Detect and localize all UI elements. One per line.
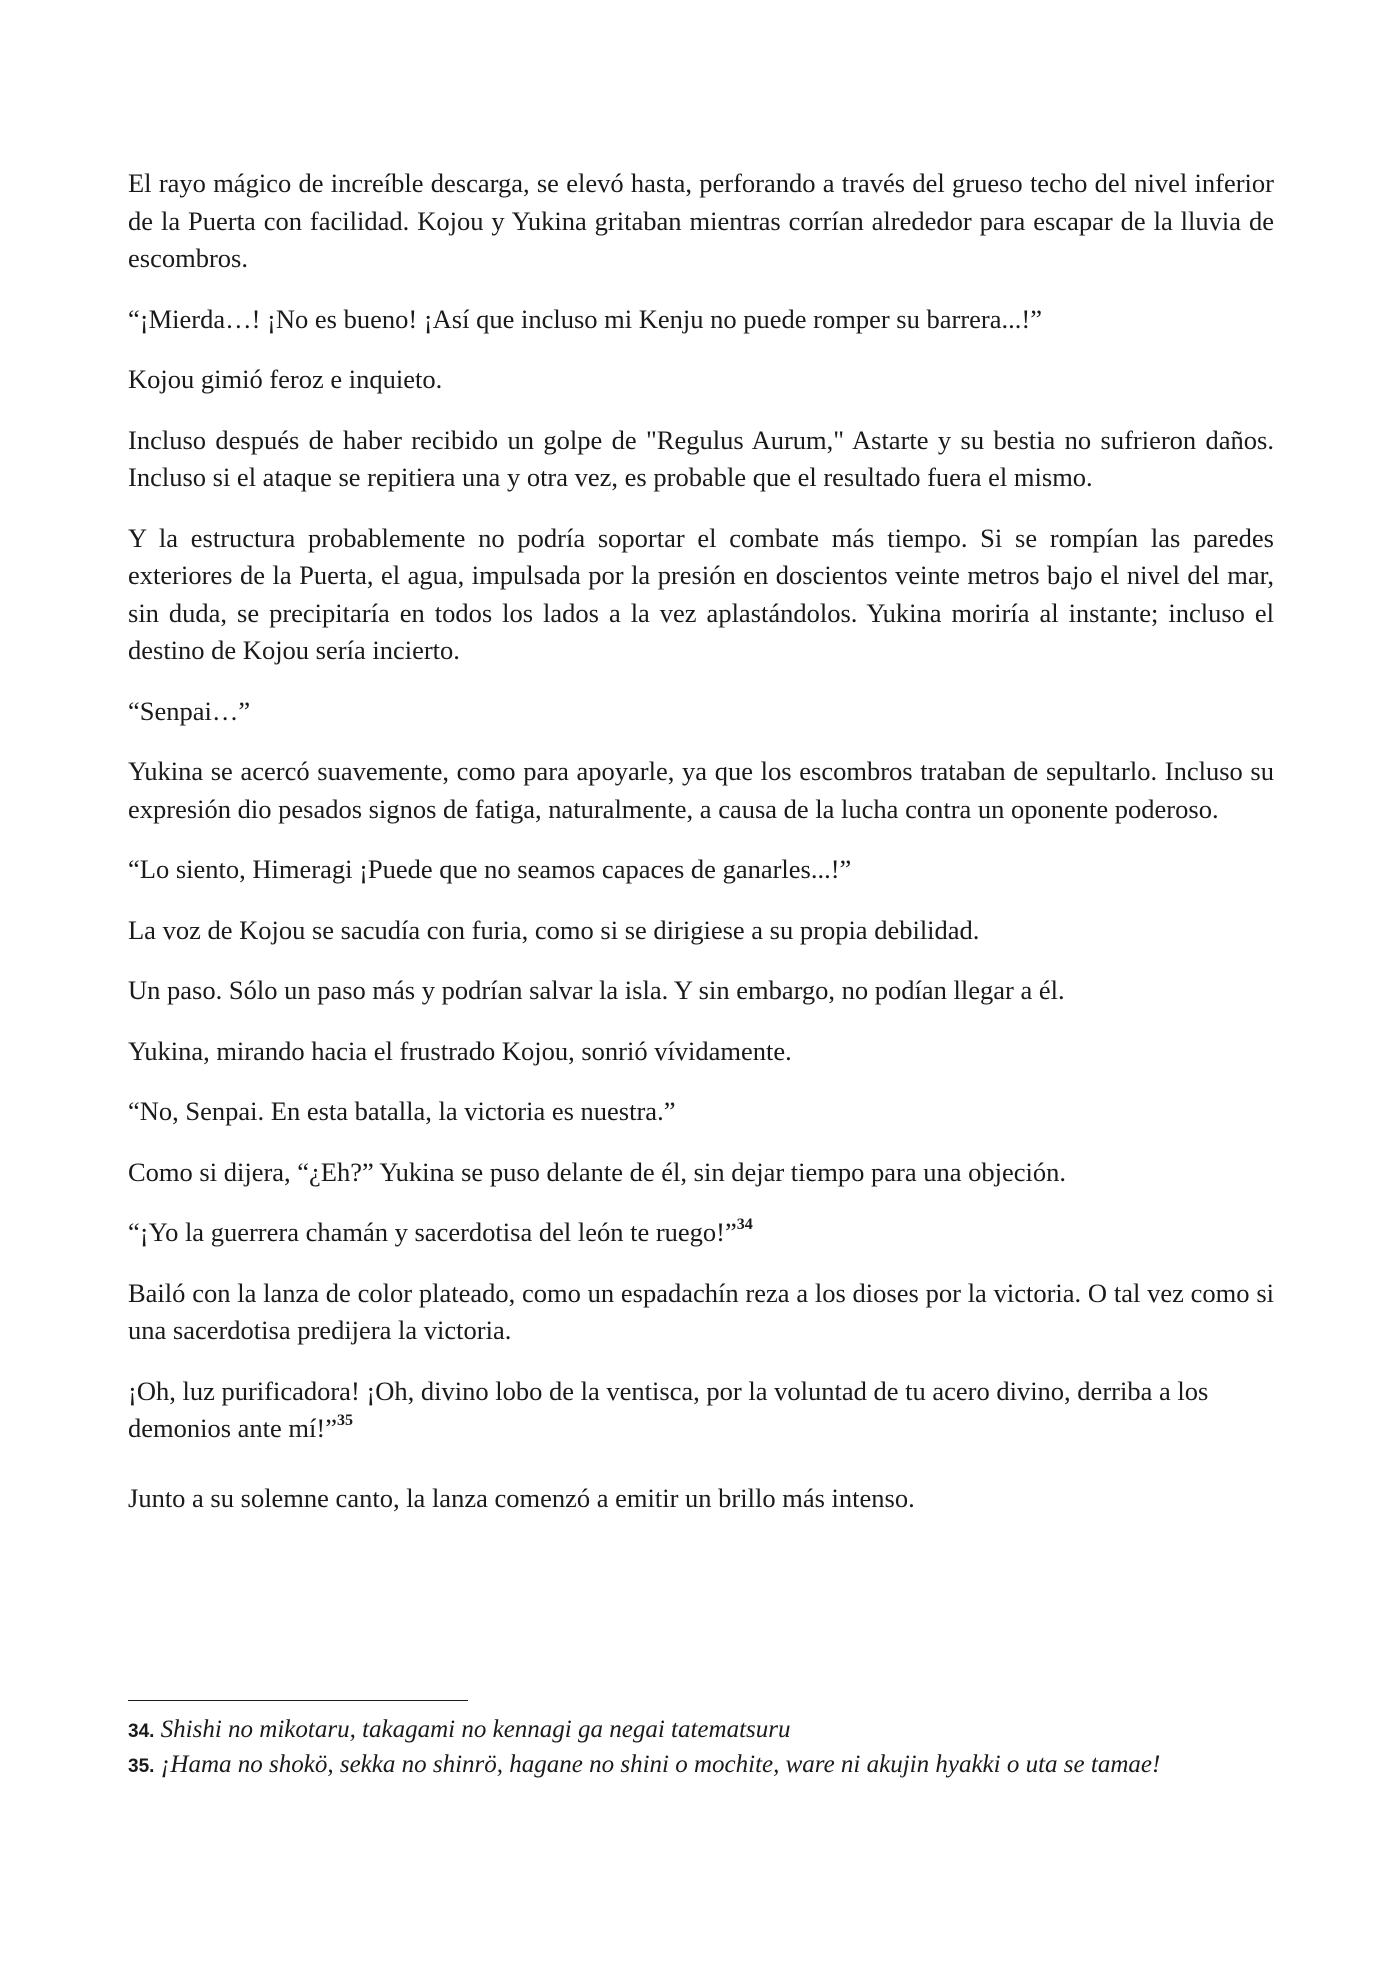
footnote-text: ¡Hama no shokö, sekka no shinrö, hagane no shini o mochite, ware ni akujin hyakki o uta se tamae! xyxy=(160,1751,1161,1778)
paragraph-7: Yukina se acercó suavemente, como para apoyarle, ya que los escombros trataban de sepultarlo. Incluso su expresión dio pesados signos de fatiga, naturalmente, a causa de la lucha contra un oponente poderoso. xyxy=(128,756,1274,824)
paragraph-13: Como si dijera, “¿Eh?” Yukina se puso delante de él, sin dejar tiempo para una objeción. xyxy=(128,1156,1066,1187)
footnote-number: 35. xyxy=(128,1756,155,1777)
paragraph-16-text: ¡Oh, luz purificadora! ¡Oh, divino lobo de la ventisca, por la voluntad de tu acero divino, derriba a los demonios ante mí!” xyxy=(128,1375,1209,1443)
paragraph-9: La voz de Kojou se sacudía con furia, como si se dirigiese a su propia debilidad. xyxy=(128,914,980,945)
footnote-34 xyxy=(128,1713,1274,1748)
footnote-35 xyxy=(128,1748,1274,1783)
document-page xyxy=(128,165,1274,1540)
paragraph-14 xyxy=(128,1214,1274,1252)
paragraph-2: “¡Mierda…! ¡No es bueno! ¡Así que incluso mi Kenju no puede romper su barrera...!” xyxy=(128,303,1042,334)
paragraph-11: Yukina, mirando hacia el frustrado Kojou, sonrió vívidamente. xyxy=(128,1035,792,1066)
paragraph-8: “Lo siento, Himeragi ¡Puede que no seamos capaces de ganarles...!” xyxy=(128,854,852,884)
paragraph-14-text: “¡Yo la guerrera chamán y sacerdotisa del león te ruego!” xyxy=(128,1217,737,1247)
footnote-ref-34[interactable]: 34 xyxy=(736,1216,753,1234)
paragraph-12: “No, Senpai. En esta batalla, la victoria es nuestra.” xyxy=(128,1096,676,1126)
paragraph-3: Kojou gimió feroz e inquieto. xyxy=(128,364,443,394)
paragraph-4: Incluso después de haber recibido un golpe de "Regulus Aurum," Astarte y su bestia no sufrieron daños. Incluso si el ataque se repitiera una y otra vez, es probable que el resultado fuera el mismo. xyxy=(128,424,1274,492)
paragraph-17: Junto a su solemne canto, la lanza comenzó a emitir un brillo más intenso. xyxy=(128,1482,915,1513)
paragraph-15: Bailó con la lanza de color plateado, como un espadachín reza a los dioses por la victoria. O tal vez como si una sacerdotisa predijera la victoria. xyxy=(128,1277,1274,1345)
paragraph-6: “Senpai…” xyxy=(128,695,251,726)
footnote-separator xyxy=(128,1700,468,1701)
paragraph-16 xyxy=(128,1373,1274,1448)
paragraph-1: El rayo mágico de increíble descarga, se elevó hasta, perforando a través del grueso techo del nivel inferior de la Puerta con facilidad. Kojou y Yukina gritaban mientras corrían alrededor para escapar de la lluvia de escombros. xyxy=(128,168,1274,273)
footnote-text: Shishi no mikotaru, takagami no kennagi ga negai tatematsuru xyxy=(160,1716,791,1743)
footnote-ref-35[interactable]: 35 xyxy=(337,1412,353,1430)
footnotes-section xyxy=(128,1713,1274,1783)
paragraph-10: Un paso. Sólo un paso más y podrían salvar la isla. Y sin embargo, no podían llegar a él. xyxy=(128,975,1065,1005)
paragraph-5: Y la estructura probablemente no podría soportar el combate más tiempo. Si se rompían las paredes exteriores de la Puerta, el agua, impulsada por la presión en doscientos veinte metros bajo el nivel del mar, sin duda, se precipitaría en todos los lados a la vez aplastándolos. Yukina moriría al instante; incluso el destino de Kojou sería incierto. xyxy=(128,522,1274,665)
footnote-number: 34. xyxy=(128,1721,155,1742)
